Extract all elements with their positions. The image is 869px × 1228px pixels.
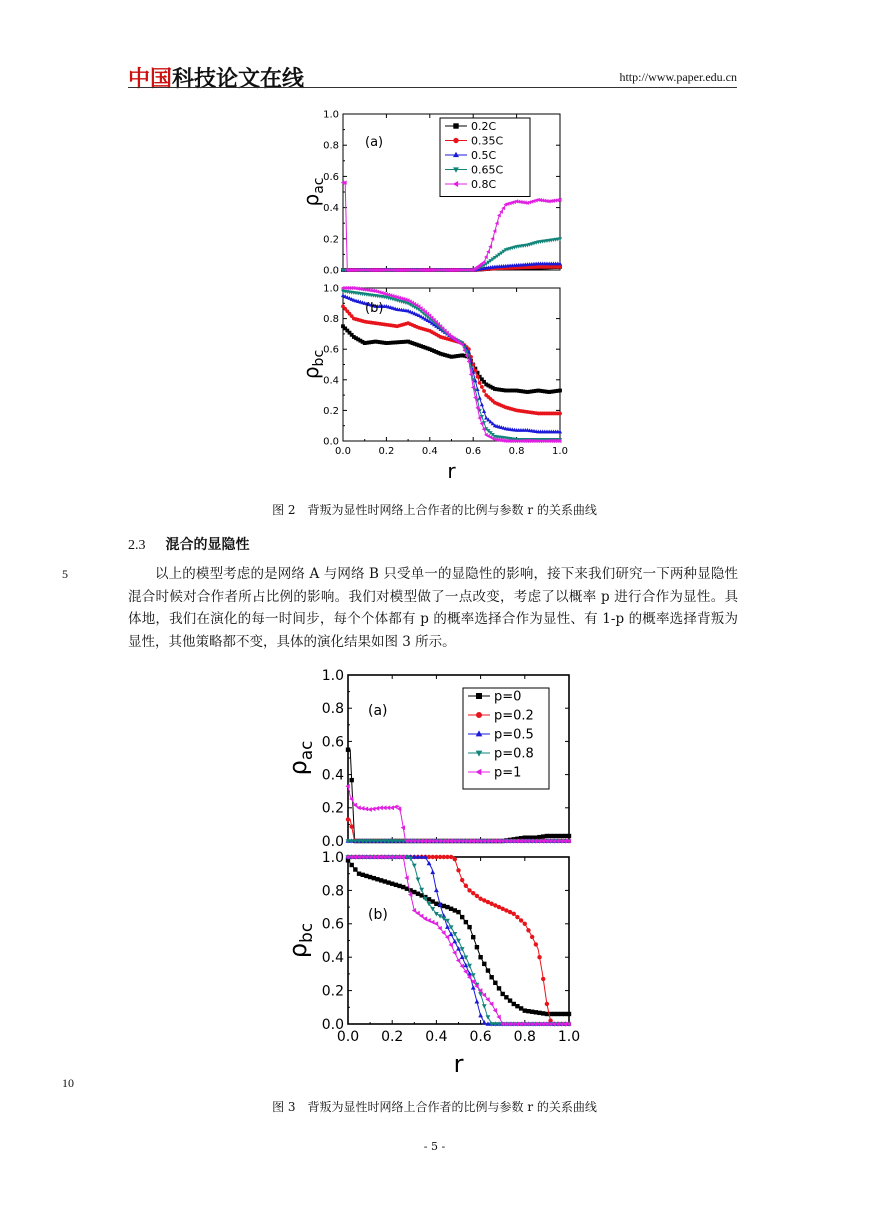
panel-label: (b) xyxy=(368,907,388,923)
data-point xyxy=(526,928,530,932)
figure-2-chart xyxy=(290,100,580,485)
legend xyxy=(440,118,530,197)
data-point xyxy=(467,925,471,929)
data-point xyxy=(478,381,482,385)
data-point xyxy=(463,963,468,967)
header-divider xyxy=(128,87,737,88)
legend-entry: 0.2C xyxy=(471,119,497,133)
data-point xyxy=(419,888,424,892)
data-point xyxy=(474,999,479,1003)
y-tick-label: 0.6 xyxy=(323,171,339,183)
data-point xyxy=(558,265,562,269)
section-number: 2.3 xyxy=(128,538,146,553)
x-axis-label: r xyxy=(453,1050,464,1078)
data-point xyxy=(449,925,454,929)
data-point xyxy=(475,894,479,898)
data-point xyxy=(482,1020,487,1024)
x-tick-label: 0.8 xyxy=(508,446,525,457)
header-url: http://www.paper.edu.cn xyxy=(619,70,737,84)
y-tick-label: 0.6 xyxy=(321,734,344,751)
data-point xyxy=(453,857,457,861)
data-point xyxy=(460,947,465,951)
data-point xyxy=(463,955,468,959)
legend-marker xyxy=(453,123,458,128)
data-point xyxy=(515,915,519,919)
journal-logo xyxy=(128,62,304,93)
y-tick-label: 0.4 xyxy=(323,375,339,387)
chart-panel-a xyxy=(284,668,571,850)
legend xyxy=(463,688,549,789)
x-tick-label: 0.2 xyxy=(381,1029,404,1045)
data-point xyxy=(537,955,541,959)
figure-3-caption: 图 3 背叛为显性时网络上合作者的比例与参数 r 的关系曲线 xyxy=(272,1100,597,1114)
legend-entry: 0.35C xyxy=(471,134,504,148)
data-point xyxy=(460,955,465,959)
x-tick-label: 1.0 xyxy=(552,446,568,457)
data-point xyxy=(478,955,482,959)
data-point xyxy=(545,1002,549,1006)
y-tick-label: 1.0 xyxy=(323,109,339,121)
data-point xyxy=(416,878,421,882)
y-tick-label: 0.6 xyxy=(323,344,339,356)
data-point xyxy=(434,888,439,892)
data-point xyxy=(486,968,490,972)
data-point xyxy=(475,945,479,949)
paragraph-text: 以上的模型考虑的是网络 A 与网络 B 只受单一的显隐性的影响，接下来我们研究一下两种显隐性混合时候对合作者所占比例的影响。我们对模型做了一点改变，考虑了以概率 p 进行合作为显性。具体地，我们在演化的每一时间步，每个个体都有 p 的概率选择合作为显性、有 1-p 的概率选择背叛为显性，其他策略都不变，具体的演化结果如图 3 所示。 xyxy=(128,566,738,650)
data-point xyxy=(456,910,460,914)
y-axis-label: $\rho_{bc}$ xyxy=(284,922,316,959)
legend-marker xyxy=(476,693,482,699)
data-point xyxy=(438,914,443,918)
data-point xyxy=(471,935,475,939)
data-point xyxy=(460,964,464,969)
data-point xyxy=(464,884,468,888)
data-point xyxy=(349,863,353,867)
y-tick-label: 0.0 xyxy=(321,833,344,850)
y-tick-label: 0.2 xyxy=(323,234,339,246)
data-point xyxy=(478,1013,483,1017)
data-point xyxy=(460,915,464,919)
data-point xyxy=(449,855,453,859)
data-point xyxy=(456,868,460,872)
series-line xyxy=(348,860,569,1014)
y-tick-label: 0.8 xyxy=(321,701,344,718)
y-tick-label: 1.0 xyxy=(321,849,344,866)
data-point xyxy=(480,385,484,389)
data-point xyxy=(523,922,527,926)
y-tick-label: 0.4 xyxy=(323,203,339,215)
data-point xyxy=(476,375,480,379)
section-heading xyxy=(128,534,250,554)
y-tick-label: 0.2 xyxy=(323,405,339,417)
x-tick-label: 0.6 xyxy=(469,1029,492,1045)
y-tick-label: 0.8 xyxy=(323,314,339,326)
data-point xyxy=(467,964,472,968)
data-point xyxy=(497,986,501,990)
y-tick-label: 1.0 xyxy=(321,667,344,684)
line-number-5: 5 xyxy=(62,567,68,581)
data-point xyxy=(346,748,350,752)
data-point xyxy=(558,412,562,416)
legend-entry: p=1 xyxy=(494,765,522,781)
x-tick-label: 0.2 xyxy=(378,446,395,457)
y-tick-label: 0.6 xyxy=(321,916,344,933)
data-point xyxy=(482,962,486,966)
x-tick-label: 1.0 xyxy=(557,1029,581,1045)
data-point xyxy=(456,946,461,950)
page-number: - 5 - xyxy=(423,1140,446,1153)
logo-text-black: 科技论文在线 xyxy=(172,67,305,92)
data-point xyxy=(558,389,562,393)
data-point xyxy=(480,403,484,407)
legend-entry: p=0 xyxy=(494,689,522,705)
logo-text-red: 中国 xyxy=(128,67,173,92)
legend-entry: p=0.5 xyxy=(494,727,534,743)
legend-marker xyxy=(476,712,482,718)
figure-3-chart xyxy=(276,660,596,1080)
data-point xyxy=(482,389,486,393)
x-tick-label: 0.4 xyxy=(425,1029,448,1045)
data-point xyxy=(541,977,545,981)
data-point xyxy=(482,409,486,413)
chart-panel-a xyxy=(299,110,562,277)
series-line xyxy=(348,786,569,841)
legend-entry: 0.8C xyxy=(471,177,497,191)
series-p=1 xyxy=(345,784,570,844)
legend-entry: p=0.8 xyxy=(494,746,534,762)
data-point xyxy=(519,918,523,922)
data-point xyxy=(534,942,538,946)
data-point xyxy=(486,1015,491,1019)
series-p=0 xyxy=(346,858,571,1016)
data-point xyxy=(456,939,461,943)
y-axis-label: $\rho_{bc}$ xyxy=(299,349,327,380)
y-axis-label: $\rho_{ac}$ xyxy=(284,740,316,776)
panel-label: (a) xyxy=(365,135,384,150)
data-point xyxy=(463,969,467,974)
y-tick-label: 0.0 xyxy=(323,265,339,277)
x-tick-label: 0.4 xyxy=(421,446,438,457)
data-point xyxy=(467,888,471,892)
data-point xyxy=(408,857,413,861)
line-number-10: 10 xyxy=(62,1076,74,1090)
data-point xyxy=(512,912,516,916)
data-point xyxy=(353,867,357,871)
data-point xyxy=(430,870,435,874)
y-tick-label: 0.4 xyxy=(321,767,344,784)
x-tick-label: 0.0 xyxy=(336,1029,360,1045)
y-tick-label: 0.8 xyxy=(323,140,339,152)
data-point xyxy=(349,824,353,828)
y-axis-label: $\rho_{ac}$ xyxy=(299,177,327,207)
legend-entry: p=0.2 xyxy=(494,708,534,724)
panel-label: (b) xyxy=(365,301,384,316)
y-tick-label: 0.2 xyxy=(321,983,344,1000)
x-axis-label: r xyxy=(447,459,456,483)
data-point xyxy=(445,925,450,929)
y-tick-label: 0.8 xyxy=(321,883,344,900)
data-point xyxy=(567,834,571,838)
data-point xyxy=(493,981,497,985)
data-point xyxy=(530,935,534,939)
y-tick-label: 1.0 xyxy=(323,283,339,295)
legend-entry: 0.65C xyxy=(471,163,504,177)
y-tick-label: 0.2 xyxy=(321,800,344,817)
series-0.35C xyxy=(341,304,562,415)
y-tick-label: 0.0 xyxy=(323,436,339,448)
data-point xyxy=(464,920,468,924)
panel-label: (a) xyxy=(368,703,388,719)
legend-entry: 0.5C xyxy=(471,148,497,162)
figure-2-caption: 图 2 背叛为显性时网络上合作者的比例与参数 r 的关系曲线 xyxy=(272,503,597,517)
chart-panel-b xyxy=(299,284,568,458)
data-point xyxy=(482,1004,487,1008)
y-tick-label: 0.4 xyxy=(321,950,344,967)
data-point xyxy=(471,891,475,895)
data-point xyxy=(412,864,417,868)
data-point xyxy=(489,975,493,979)
x-tick-label: 0.6 xyxy=(465,446,482,457)
section-title: 混合的显隐性 xyxy=(165,537,250,553)
data-point xyxy=(460,878,464,882)
data-point xyxy=(349,778,353,782)
data-point xyxy=(452,939,457,943)
data-point xyxy=(434,912,439,916)
body-paragraph xyxy=(128,563,738,653)
x-tick-label: 0.0 xyxy=(335,446,351,457)
y-tick-label: 0.0 xyxy=(321,1016,344,1033)
chart-panel-b xyxy=(284,850,580,1045)
data-point xyxy=(346,817,350,821)
data-point xyxy=(567,1012,571,1016)
legend-marker xyxy=(453,138,458,143)
x-tick-label: 0.8 xyxy=(513,1029,536,1045)
